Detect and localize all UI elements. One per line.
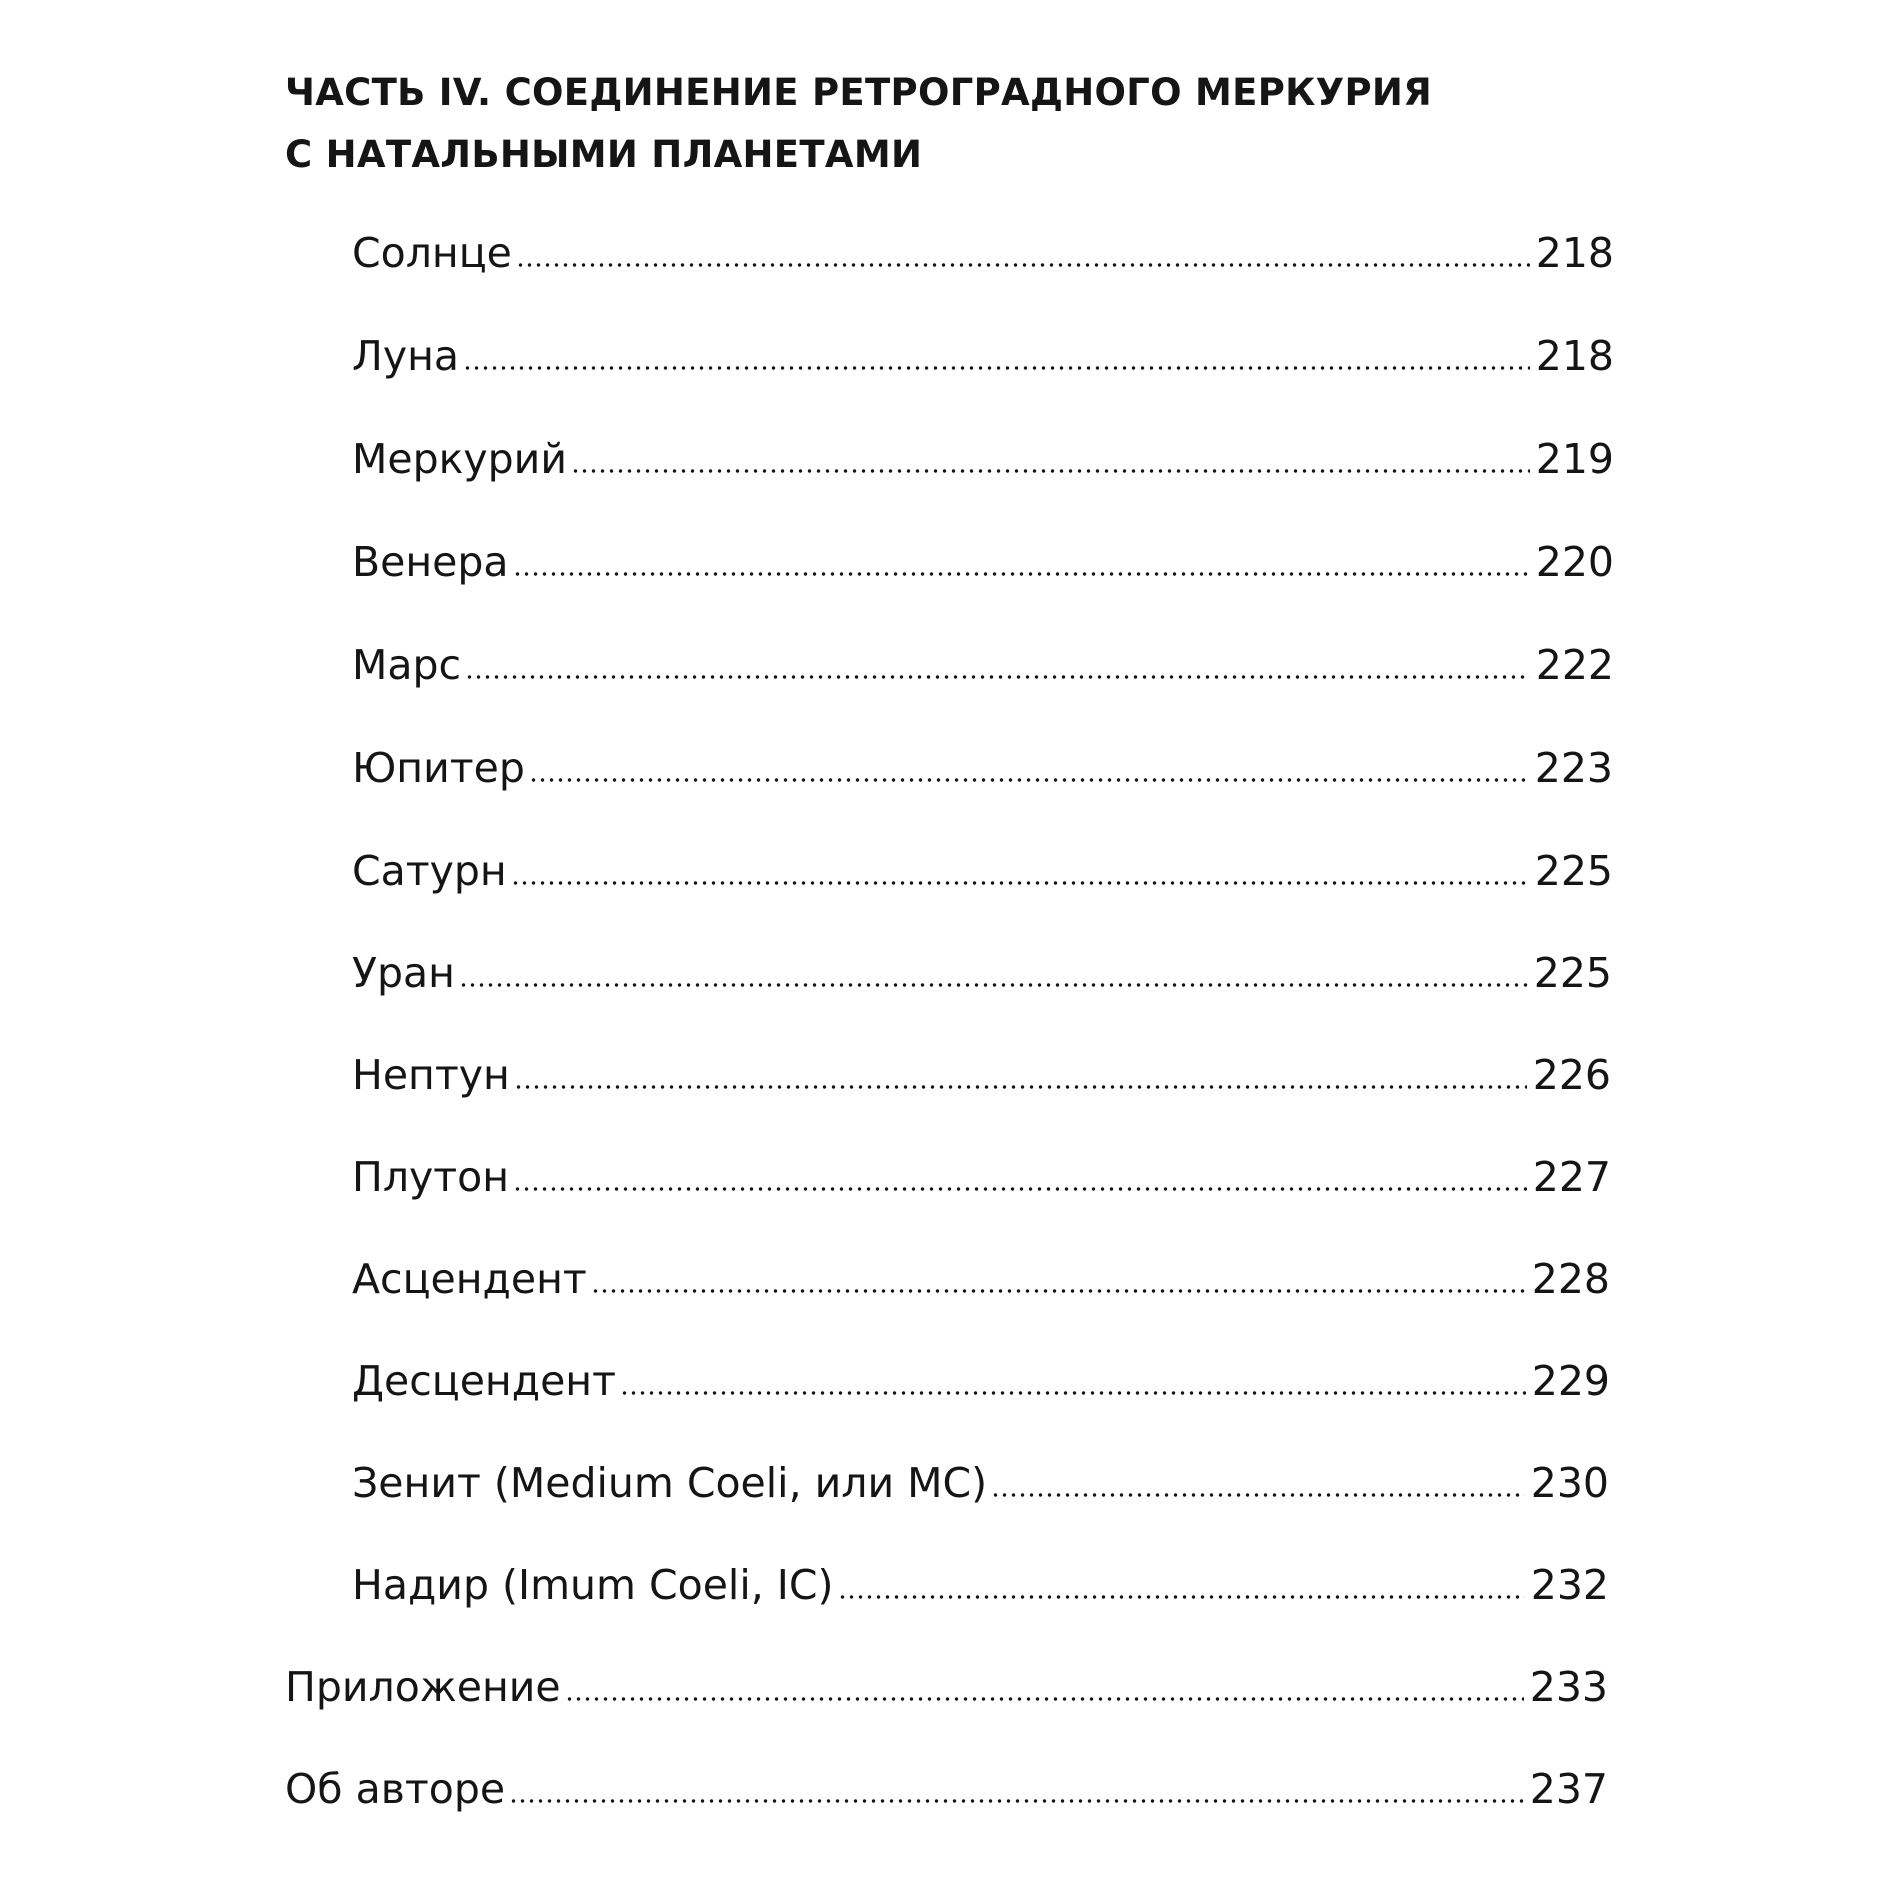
toc-entry-uranus[interactable] <box>352 945 1612 1001</box>
dot-leader <box>511 881 1529 885</box>
toc-entry-descendant[interactable] <box>352 1353 1610 1409</box>
dot-leader <box>509 1799 1524 1803</box>
toc-entry-title: Надир (Imum Coeli, IC) <box>352 1561 834 1609</box>
toc-entry-mercury[interactable] <box>352 431 1614 487</box>
toc-entry-moon[interactable] <box>352 328 1614 384</box>
dot-leader <box>529 778 1529 782</box>
dot-leader <box>571 469 1530 473</box>
toc-entry-about-author[interactable] <box>285 1761 1608 1817</box>
toc-entry-page: 229 <box>1531 1357 1610 1405</box>
toc-entry-page: 219 <box>1535 435 1614 483</box>
toc-entry-title: Асцендент <box>352 1255 587 1303</box>
toc-entry-title: Меркурий <box>352 435 567 483</box>
toc-entry-title: Марс <box>352 641 462 689</box>
dot-leader <box>565 1697 1524 1701</box>
dot-leader <box>459 983 1528 987</box>
dot-leader <box>516 263 1530 267</box>
toc-entry-title: Уран <box>352 949 455 997</box>
toc-entry-venus[interactable] <box>352 534 1614 590</box>
toc-entry-page: 218 <box>1535 229 1614 277</box>
toc-entry-page: 218 <box>1535 332 1614 380</box>
toc-entry-page: 226 <box>1532 1051 1611 1099</box>
toc-entry-title: Плутон <box>352 1153 510 1201</box>
toc-entry-page: 228 <box>1531 1255 1610 1303</box>
toc-entry-title: Сатурн <box>352 847 507 895</box>
toc-entry-title: Луна <box>352 332 460 380</box>
toc-entry-title: Приложение <box>285 1663 561 1711</box>
part-heading-line-2: С НАТАЛЬНЫМИ ПЛАНЕТАМИ <box>285 133 923 176</box>
toc-entry-mars[interactable] <box>352 637 1614 693</box>
toc-entry-jupiter[interactable] <box>352 740 1613 796</box>
toc-entry-page: 223 <box>1534 744 1613 792</box>
toc-entry-title: Об авторе <box>285 1765 506 1813</box>
toc-entry-page: 230 <box>1530 1459 1609 1507</box>
part-heading-line-1: ЧАСТЬ IV. СОЕДИНЕНИЕ РЕТРОГРАДНОГО МЕРКУРИЯ <box>285 71 1432 114</box>
toc-entry-ascendant[interactable] <box>352 1251 1610 1307</box>
toc-entry-sun[interactable] <box>352 225 1614 281</box>
toc-entry-title: Венера <box>352 538 509 586</box>
dot-leader <box>620 1391 1526 1395</box>
toc-entry-title: Юпитер <box>352 744 525 792</box>
toc-entry-title: Солнце <box>352 229 512 277</box>
dot-leader <box>465 675 1530 679</box>
dot-leader <box>463 366 1530 370</box>
toc-entry-page: 237 <box>1529 1765 1608 1813</box>
toc-entry-nadir[interactable] <box>352 1557 1609 1613</box>
toc-entry-title: Нептун <box>352 1051 510 1099</box>
toc-entry-page: 232 <box>1530 1561 1609 1609</box>
dot-leader <box>514 1085 1527 1089</box>
toc-entry-page: 225 <box>1533 949 1612 997</box>
toc-entry-page: 220 <box>1535 538 1614 586</box>
toc-entry-appendix[interactable] <box>285 1659 1608 1715</box>
toc-entry-page: 222 <box>1535 641 1614 689</box>
dot-leader <box>991 1493 1525 1497</box>
toc-entry-pluto[interactable] <box>352 1149 1611 1205</box>
toc-entry-zenith[interactable] <box>352 1455 1609 1511</box>
toc-entry-page: 227 <box>1532 1153 1611 1201</box>
dot-leader <box>591 1289 1526 1293</box>
dot-leader <box>513 572 1530 576</box>
dot-leader <box>838 1595 1525 1599</box>
toc-entry-page: 225 <box>1534 847 1613 895</box>
toc-entry-title: Зенит (Medium Coeli, или MC) <box>352 1459 988 1507</box>
dot-leader <box>513 1187 1527 1191</box>
toc-entry-title: Десцендент <box>352 1357 616 1405</box>
toc-entry-page: 233 <box>1529 1663 1608 1711</box>
toc-entry-saturn[interactable] <box>352 843 1613 899</box>
toc-entry-neptune[interactable] <box>352 1047 1611 1103</box>
